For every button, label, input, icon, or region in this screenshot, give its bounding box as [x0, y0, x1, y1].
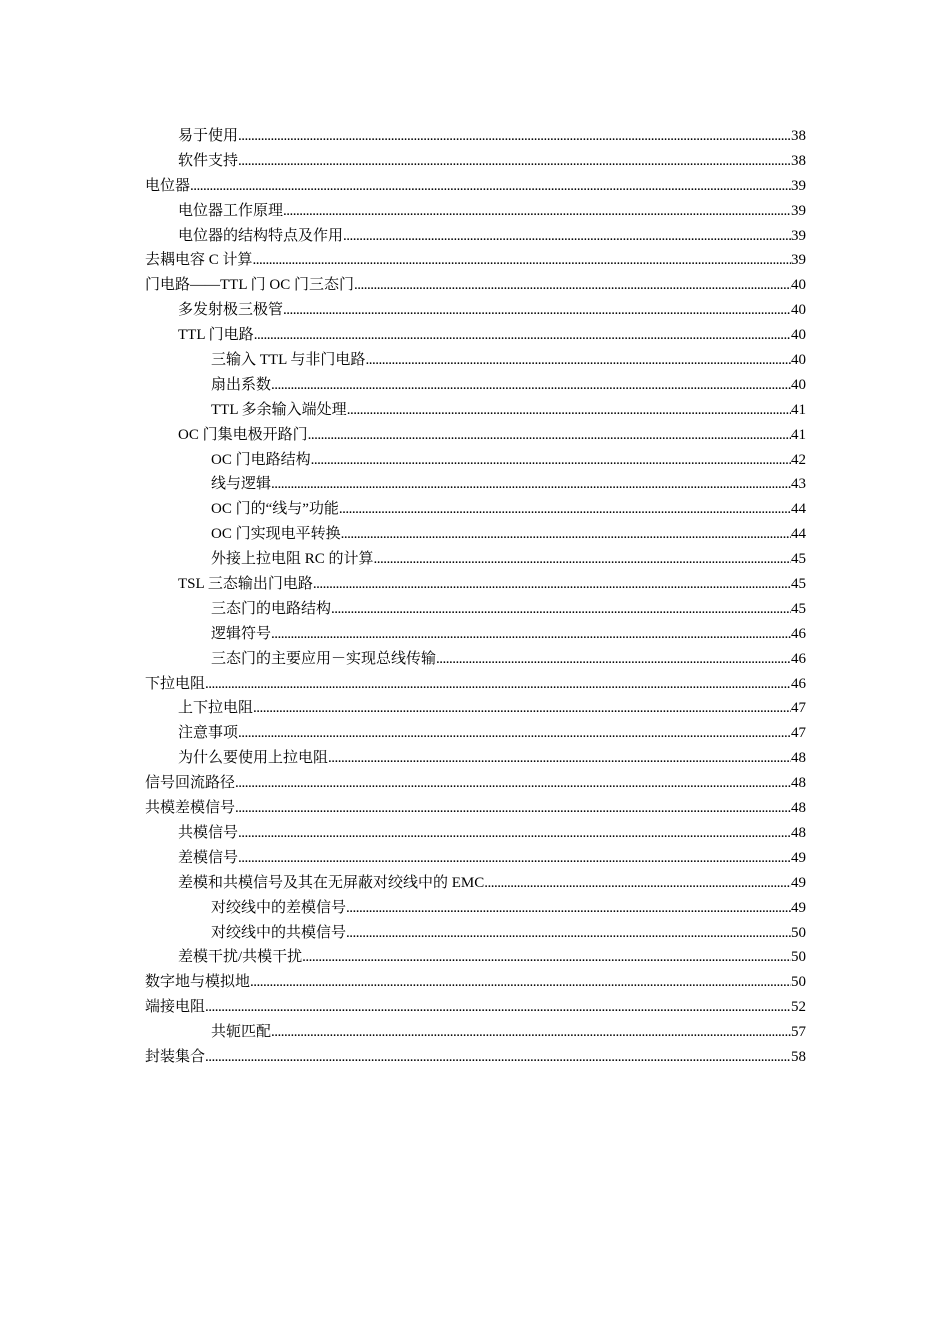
toc-entry-line	[145, 970, 806, 995]
toc-dot-leader	[238, 821, 791, 846]
toc-entry[interactable]	[0, 124, 950, 149]
toc-dot-leader	[283, 298, 791, 323]
toc-entry-title: 三输入 TTL 与非门电路	[211, 352, 366, 369]
toc-entry-page-number: 49	[791, 874, 806, 891]
toc-entry-line	[211, 921, 806, 946]
toc-entry-page-number: 58	[791, 1048, 806, 1065]
toc-entry-page-number: 39	[791, 252, 806, 269]
toc-entry[interactable]	[0, 896, 950, 921]
table-of-contents	[0, 124, 950, 1070]
toc-dot-leader	[308, 423, 791, 448]
toc-entry-line	[211, 896, 806, 921]
toc-entry[interactable]	[0, 622, 950, 647]
toc-entry-page-number: 48	[791, 824, 806, 841]
toc-entry-line	[178, 746, 806, 771]
toc-entry-title: 电位器工作原理	[178, 202, 284, 219]
toc-entry[interactable]	[0, 746, 950, 771]
toc-entry-page-number: 38	[791, 152, 806, 169]
toc-entry-page-number: 40	[791, 352, 806, 369]
toc-dot-leader	[354, 273, 791, 298]
toc-entry[interactable]	[0, 224, 950, 249]
toc-entry-line	[178, 696, 806, 721]
toc-dot-leader	[313, 572, 791, 597]
toc-entry-page-number: 42	[791, 451, 806, 468]
toc-dot-leader	[283, 199, 791, 224]
toc-entry-title: 外接上拉电阻 RC 的计算	[211, 551, 374, 568]
toc-entry-line	[211, 348, 806, 373]
toc-entry-title: 信号回流路径	[145, 775, 236, 792]
toc-dot-leader	[302, 945, 791, 970]
toc-entry-title: TTL 多余输入端处理	[211, 401, 347, 418]
toc-entry-title: 上下拉电阻	[178, 700, 254, 717]
toc-entry-line	[145, 995, 806, 1020]
toc-entry-page-number: 48	[791, 800, 806, 817]
toc-entry[interactable]	[0, 149, 950, 174]
toc-dot-leader	[271, 472, 791, 497]
toc-entry-title: 数字地与模拟地	[145, 974, 251, 991]
toc-dot-leader	[238, 846, 791, 871]
toc-entry-title: 下拉电阻	[145, 675, 206, 692]
toc-entry-line	[211, 547, 806, 572]
toc-entry[interactable]	[0, 323, 950, 348]
toc-entry-line	[145, 174, 806, 199]
toc-entry-line	[178, 945, 806, 970]
toc-entry-page-number: 39	[791, 177, 806, 194]
toc-dot-leader	[205, 1045, 791, 1070]
toc-entry-page-number: 50	[791, 949, 806, 966]
toc-entry-line	[178, 721, 806, 746]
toc-dot-leader	[331, 597, 791, 622]
toc-entry-page-number: 38	[791, 128, 806, 144]
toc-entry[interactable]	[0, 871, 950, 896]
toc-dot-leader	[250, 970, 791, 995]
toc-entry-title: 多发射极三极管	[178, 302, 284, 319]
toc-entry-line	[145, 771, 806, 796]
toc-entry-page-number: 40	[791, 376, 806, 393]
toc-entry[interactable]	[0, 572, 950, 597]
toc-entry[interactable]	[0, 796, 950, 821]
toc-entry[interactable]	[0, 547, 950, 572]
toc-dot-leader	[311, 448, 791, 473]
toc-entry-title: 电位器的结构特点及作用	[178, 227, 344, 244]
toc-entry-page-number: 46	[791, 675, 806, 692]
toc-entry[interactable]	[0, 199, 950, 224]
toc-entry-line	[211, 597, 806, 622]
toc-entry-line	[211, 448, 806, 473]
toc-entry-page-number: 52	[791, 999, 806, 1016]
toc-entry-line	[178, 298, 806, 323]
toc-entry-title: 为什么要使用上拉电阻	[178, 750, 329, 767]
toc-dot-leader	[271, 373, 791, 398]
toc-entry[interactable]	[0, 647, 950, 672]
toc-dot-leader	[205, 672, 791, 697]
toc-entry[interactable]	[0, 373, 950, 398]
toc-entry-title: 易于使用	[178, 128, 239, 144]
toc-entry[interactable]	[0, 821, 950, 846]
toc-entry-page-number: 47	[791, 700, 806, 717]
toc-entry-title: 软件支持	[178, 152, 239, 169]
toc-entry-title: 门电路——TTL 门 OC 门三态门	[145, 277, 355, 294]
toc-entry-page-number: 45	[791, 576, 806, 593]
toc-dot-leader	[190, 174, 791, 199]
toc-entry-title: OC 门集电极开路门	[178, 426, 308, 443]
toc-entry-page-number: 39	[791, 202, 806, 219]
toc-entry-page-number: 44	[791, 526, 806, 543]
toc-entry-title: 线与逻辑	[211, 476, 272, 493]
toc-entry-page-number: 50	[791, 974, 806, 991]
toc-entry-page-number: 49	[791, 849, 806, 866]
toc-entry-page-number: 45	[791, 600, 806, 617]
toc-entry-line	[145, 672, 806, 697]
toc-entry[interactable]	[0, 398, 950, 423]
toc-entry-line	[178, 871, 806, 896]
toc-entry-line	[178, 199, 806, 224]
toc-entry-page-number: 44	[791, 501, 806, 518]
toc-entry[interactable]	[0, 174, 950, 199]
toc-entry-page-number: 43	[791, 476, 806, 493]
toc-entry[interactable]	[0, 298, 950, 323]
toc-entry-line	[178, 572, 806, 597]
toc-entry-page-number: 48	[791, 775, 806, 792]
toc-dot-leader	[374, 547, 791, 572]
toc-entry-title: 共模信号	[178, 824, 239, 841]
toc-entry-line	[145, 273, 806, 298]
toc-entry-line	[178, 821, 806, 846]
toc-entry-page-number: 48	[791, 750, 806, 767]
toc-entry-page-number: 39	[791, 227, 806, 244]
toc-entry-line	[211, 398, 806, 423]
toc-dot-leader	[253, 696, 791, 721]
toc-entry[interactable]	[0, 672, 950, 697]
toc-entry-title: 三态门的主要应用－实现总线传输	[211, 650, 437, 667]
toc-entry-title: TSL 三态输出门电路	[178, 576, 313, 593]
toc-entry-title: OC 门的“线与”功能	[211, 501, 339, 518]
toc-entry-title: 对绞线中的共模信号	[211, 924, 347, 941]
toc-entry-page-number: 40	[791, 302, 806, 319]
toc-entry[interactable]	[0, 273, 950, 298]
toc-dot-leader	[484, 871, 791, 896]
toc-entry[interactable]	[0, 248, 950, 273]
toc-entry-page-number: 49	[791, 899, 806, 916]
toc-entry[interactable]	[0, 846, 950, 871]
toc-dot-leader	[436, 647, 791, 672]
toc-entry[interactable]	[0, 1020, 950, 1045]
toc-entry-title: 共模差模信号	[145, 800, 236, 817]
toc-entry-page-number: 41	[791, 401, 806, 418]
toc-entry-title: 扇出系数	[211, 376, 272, 393]
toc-entry-title: 差模信号	[178, 849, 239, 866]
toc-entry-line	[145, 1045, 806, 1070]
toc-entry-title: 封装集合	[145, 1048, 206, 1065]
toc-entry-page-number: 46	[791, 625, 806, 642]
toc-entry-page-number: 47	[791, 725, 806, 742]
toc-entry-title: 电位器	[145, 177, 191, 194]
toc-entry-line	[211, 472, 806, 497]
toc-entry-title: OC 门实现电平转换	[211, 526, 341, 543]
toc-entry-line	[211, 497, 806, 522]
toc-entry-title: 共轭匹配	[211, 1024, 272, 1041]
toc-entry-line	[178, 149, 806, 174]
toc-entry[interactable]	[0, 696, 950, 721]
toc-entry[interactable]	[0, 921, 950, 946]
toc-entry[interactable]	[0, 348, 950, 373]
toc-entry-title: 差模和共模信号及其在无屏蔽对绞线中的 EMC	[178, 874, 485, 891]
toc-entry-title: 去耦电容 C 计算	[145, 252, 253, 269]
toc-dot-leader	[235, 771, 791, 796]
toc-entry-line	[211, 622, 806, 647]
toc-dot-leader	[271, 622, 791, 647]
toc-dot-leader	[347, 398, 791, 423]
toc-entry-line	[211, 522, 806, 547]
toc-entry-line	[178, 124, 806, 149]
toc-entry-line	[178, 224, 806, 249]
toc-dot-leader	[238, 124, 791, 149]
toc-entry-line	[145, 796, 806, 821]
toc-entry[interactable]	[0, 522, 950, 547]
toc-entry[interactable]	[0, 597, 950, 622]
toc-dot-leader	[271, 1020, 791, 1045]
toc-entry-line	[211, 373, 806, 398]
toc-dot-leader	[238, 149, 791, 174]
toc-dot-leader	[339, 497, 791, 522]
toc-entry-page-number: 46	[791, 650, 806, 667]
toc-entry-line	[145, 248, 806, 273]
toc-entry-title: 差模干扰/共模干扰	[178, 949, 303, 966]
toc-entry[interactable]	[0, 1045, 950, 1070]
toc-dot-leader	[205, 995, 791, 1020]
toc-entry-title: 对绞线中的差模信号	[211, 899, 347, 916]
toc-entry-line	[178, 423, 806, 448]
toc-entry-line	[178, 846, 806, 871]
toc-entry[interactable]	[0, 472, 950, 497]
toc-entry[interactable]	[0, 995, 950, 1020]
toc-entry-page-number: 40	[791, 327, 806, 344]
toc-dot-leader	[365, 348, 791, 373]
toc-entry-title: 三态门的电路结构	[211, 600, 332, 617]
toc-entry-title: TTL 门电路	[178, 327, 254, 344]
toc-entry[interactable]	[0, 721, 950, 746]
toc-entry[interactable]	[0, 448, 950, 473]
toc-entry-line	[211, 1020, 806, 1045]
toc-entry-page-number: 40	[791, 277, 806, 294]
toc-entry-line	[178, 323, 806, 348]
toc-entry-page-number: 50	[791, 924, 806, 941]
toc-dot-leader	[341, 522, 791, 547]
toc-entry[interactable]	[0, 945, 950, 970]
toc-entry-line	[211, 647, 806, 672]
toc-dot-leader	[254, 323, 791, 348]
toc-entry[interactable]	[0, 423, 950, 448]
toc-dot-leader	[343, 224, 791, 249]
toc-entry-title: 注意事项	[178, 725, 239, 742]
toc-entry-page-number: 45	[791, 551, 806, 568]
toc-dot-leader	[346, 896, 791, 921]
toc-entry-page-number: 41	[791, 426, 806, 443]
toc-entry-title: 端接电阻	[145, 999, 206, 1016]
toc-entry[interactable]	[0, 970, 950, 995]
toc-dot-leader	[328, 746, 791, 771]
toc-entry[interactable]	[0, 497, 950, 522]
toc-entry-title: 逻辑符号	[211, 625, 272, 642]
toc-entry-page-number: 57	[791, 1024, 806, 1041]
toc-dot-leader	[253, 248, 791, 273]
toc-dot-leader	[235, 796, 791, 821]
toc-dot-leader	[346, 921, 791, 946]
toc-dot-leader	[238, 721, 791, 746]
toc-entry-title: OC 门电路结构	[211, 451, 311, 468]
toc-entry[interactable]	[0, 771, 950, 796]
